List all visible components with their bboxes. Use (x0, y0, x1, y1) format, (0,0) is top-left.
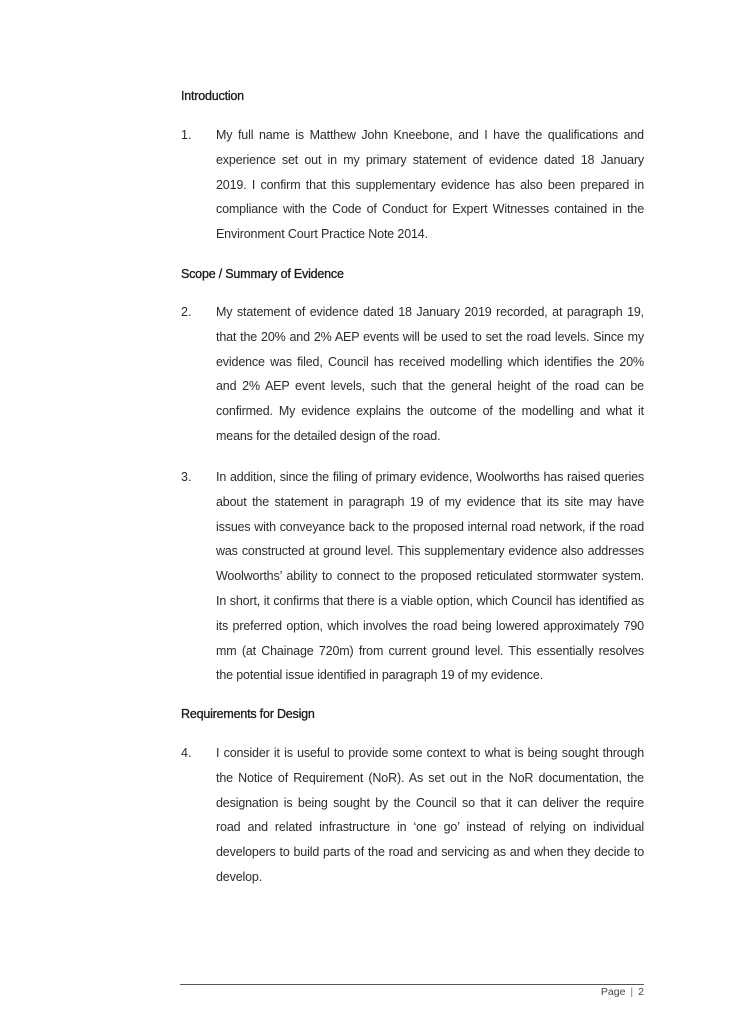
paragraph-text: My full name is Matthew John Kneebone, and I have the qualifications and experience set out in my primary statement of evidence dated 18 January 2019. I confirm that this supplementary evidence has also been prepared in compliance with the Code of Conduct for Expert Witnesses contained in the Environment Court Practice Note 2014. (216, 128, 644, 242)
paragraph-number: 2. (181, 305, 192, 319)
page-separator: | (630, 986, 634, 998)
paragraph-text: My statement of evidence dated 18 January 2019 recorded, at paragraph 19, that the 20% and 2% AEP events will be used to set the road levels. Since my evidence was filed, Council has received modelling which identifies the 20% and 2% AEP event levels, such that the general height of the road can be confirmed. My evidence explains the outcome of the modelling and what it means for the detailed design of the road. (216, 305, 644, 443)
paragraph-4 (181, 741, 644, 890)
footer-divider (180, 984, 644, 985)
page-label: Page (600, 986, 626, 998)
paragraph-3 (181, 465, 644, 688)
section-heading-scope: Scope / Summary of Evidence (181, 267, 344, 281)
paragraph-2 (181, 300, 644, 449)
page-footer (601, 986, 644, 998)
section-heading-requirements: Requirements for Design (181, 707, 315, 721)
section-heading-introduction: Introduction (181, 89, 244, 103)
paragraph-number: 3. (181, 470, 192, 484)
page-number: 2 (638, 986, 644, 998)
paragraph-number: 4. (181, 746, 192, 760)
paragraph-text: In addition, since the filing of primary evidence, Woolworths has raised queries about the statement in paragraph 19 of my evidence that its site may have issues with conveyance back to the proposed internal road network, if the road was constructed at ground level. This supplementary evidence also addresses Woolworths’ ability to connect to the proposed reticulated stormwater system. In short, it confirms that there is a viable option, which Council has identified as its preferred option, which involves the road being lowered approximately 790 mm (at Chainage 720m) from current ground level. This essentially resolves the potential issue identified in paragraph 19 of my evidence. (216, 470, 644, 683)
paragraph-number: 1. (181, 128, 192, 142)
paragraph-text: I consider it is useful to provide some context to what is being sought through the Notice of Requirement (NoR). As set out in the NoR documentation, the designation is being sought by the Council so that it can deliver the require road and related infrastructure in ‘one go’ instead of relying on individual developers to build parts of the road and servicing as and when they decide to develop. (216, 746, 644, 884)
paragraph-1 (181, 123, 644, 247)
